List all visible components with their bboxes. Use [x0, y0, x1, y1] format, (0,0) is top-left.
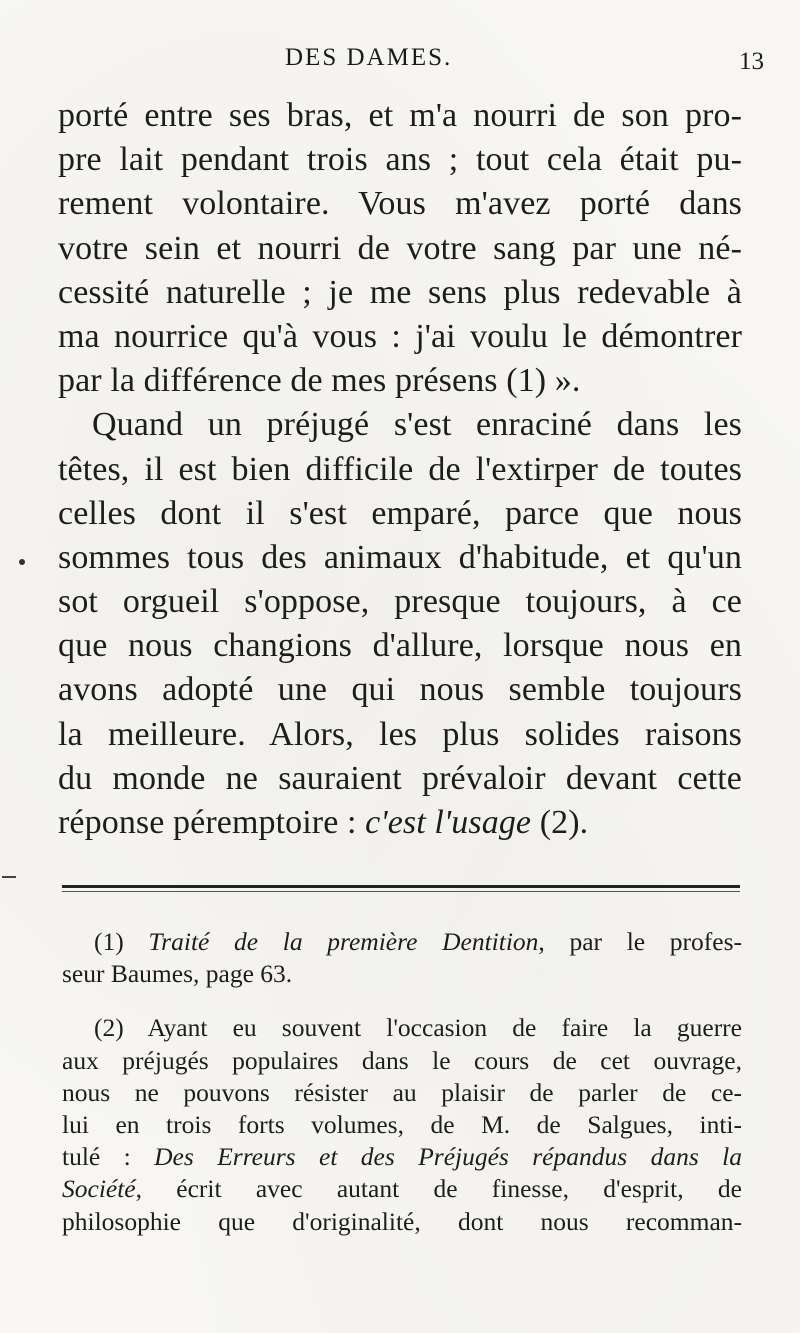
text-line: du monde ne sauraient prévaloir devant cette [58, 759, 742, 797]
text-fragment: tulé : [62, 1142, 155, 1172]
footnote-line: philosophie que d'originalité, dont nous recomman- [62, 1206, 742, 1236]
text-line [58, 801, 742, 845]
text-line: avons adopté une qui nous semble toujours [58, 671, 742, 709]
text-line: rement volontaire. Vous m'avez porté dans [58, 185, 742, 223]
text-line: celles dont il s'est emparé, parce que nous [58, 494, 742, 532]
footnote-line: seur Baumes, page 63. [62, 959, 293, 989]
italic-text: Des Erreurs et des Préjugés répandus dans la [154, 1142, 742, 1172]
text-line: porté entre ses bras, et m'a nourri de son pro- [58, 97, 742, 134]
footnote-line [62, 1173, 742, 1205]
text-line: ma nourrice qu'à vous : j'ai voulu le démontrer [58, 317, 742, 355]
footnote-line [62, 1141, 742, 1173]
italic-text: Société [62, 1174, 136, 1204]
footnote-separator [62, 885, 740, 888]
text-line: Quand un préjugé s'est enraciné dans les [92, 406, 742, 444]
text-fragment: (2). [531, 804, 589, 841]
running-title: DES DAMES. [285, 44, 453, 71]
text-line: sommes tous des animaux d'habitude, et qu'un [58, 538, 742, 576]
footnote-line: lui en trois forts volumes, de M. de Salgues, inti- [62, 1109, 742, 1139]
italic-text: c'est l'usage [365, 804, 532, 841]
footnote-marker: (1) [94, 927, 149, 956]
text-line: par la différence de mes présens (1) ». [58, 362, 581, 400]
text-fragment: , écrit avec autant de finesse, d'esprit, de [135, 1174, 742, 1204]
footnote-line: aux préjugés populaires dans le cours de cet ouvrage, [62, 1045, 742, 1075]
margin-mark [2, 876, 16, 878]
italic-text: Traité de la première Dentition [148, 927, 539, 956]
text-line: votre sein et nourri de votre sang par une né- [58, 229, 742, 267]
text-line: la meilleure. Alors, les plus solides raisons [58, 715, 742, 753]
footnotes [62, 926, 742, 1238]
main-text [58, 94, 742, 845]
footnote-line [62, 926, 742, 958]
text-fragment: , par le profes- [538, 927, 742, 956]
text-line: cessité naturelle ; je me sens plus redevable à [58, 273, 742, 311]
margin-mark [19, 559, 25, 565]
text-line: pre lait pendant trois ans ; tout cela était pu- [58, 141, 742, 179]
footnote-line: (2) Ayant eu souvent l'occasion de faire la guerre [94, 1013, 742, 1043]
text-line: sot orgueil s'oppose, presque toujours, à ce [58, 583, 742, 621]
footnote-line: nous ne pouvons résister au plaisir de parler de ce- [62, 1077, 742, 1107]
text-line: têtes, il est bien difficile de l'extirper de toutes [58, 450, 742, 488]
text-line: que nous changions d'allure, lorsque nous en [58, 627, 742, 665]
page-number: 13 [739, 48, 764, 75]
text-fragment: réponse péremptoire : [58, 804, 366, 841]
